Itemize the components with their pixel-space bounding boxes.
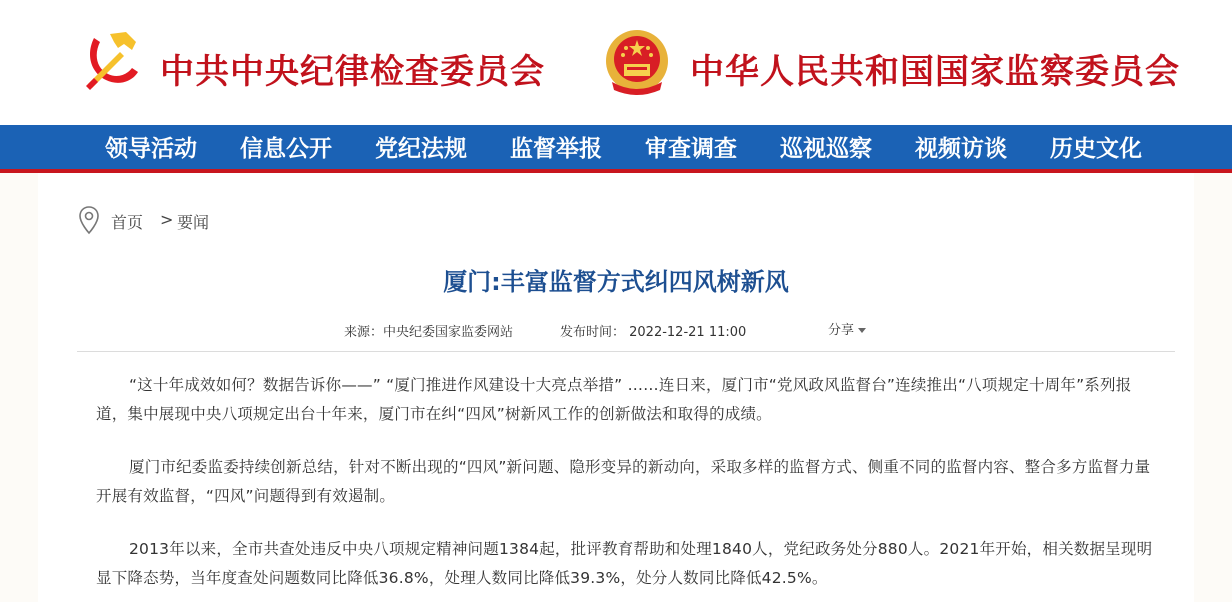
article-paragraph-1: “这十年成效如何？数据告诉你——” “厦门推进作风建设十大亮点举措” ……连日来，厦门市“党风政风监督台”连续推出“八项规定十周年”系列报道，集中展现中央八项规定出台十年来，厦门市在纠“四风”树新风工作的创新做法和取得的成绩。 [96,376,1132,423]
location-pin-icon [78,205,100,235]
breadcrumb-current[interactable]: 要闻 [177,213,210,232]
divider [77,351,1175,352]
nav-item-investigation[interactable]: 审查调查 [645,135,737,162]
breadcrumb-separator: > [160,210,174,229]
nav-item-inspection[interactable]: 巡视巡察 [780,135,872,162]
nav-item-video[interactable]: 视频访谈 [915,135,1007,162]
article-title: 厦门:丰富监督方式纠四风树新风 [443,268,789,296]
main-nav [0,125,1232,173]
nav-item-report[interactable]: 监督举报 [510,135,602,162]
national-emblem-icon [604,28,670,98]
nav-item-info[interactable]: 信息公开 [240,135,332,162]
site-header [0,0,1232,125]
share-button[interactable] [828,319,866,338]
org1-title: 中共中央纪律检查委员会 [160,52,545,92]
nav-item-history[interactable]: 历史文化 [1050,135,1142,162]
article-paragraph-3: 2013年以来，全市共查处违反中央八项规定精神问题1384起，批评教育帮助和处理1840人，党纪政务处分880人。2021年开始，相关数据呈现明显下降态势，当年度查处问题数同比降低36.8%，处理人数同比降低39.3%，处分人数同比降低42.5%。 [96,540,1153,587]
party-emblem-icon [80,28,144,92]
breadcrumb-home[interactable]: 首页 [111,213,144,232]
org2-title: 中华人民共和国国家监察委员会 [690,52,1180,92]
article-paragraph-2: 厦门市纪委监委持续创新总结，针对不断出现的“四风”新问题、隐形变异的新动向，采取多样的监督方式、侧重不同的监督内容、整合多方监督力量开展有效监督，“四风”问题得到有效遏制。 [96,458,1151,505]
article-source: 来源：中央纪委国家监委网站 [344,325,514,340]
caret-down-icon [858,328,866,333]
article-time: 发布时间： 2022-12-21 11:00 [560,325,747,340]
nav-item-regulations[interactable]: 党纪法规 [375,135,467,162]
share-label: 分享 [828,323,855,338]
nav-item-leadership[interactable]: 领导活动 [105,135,197,162]
